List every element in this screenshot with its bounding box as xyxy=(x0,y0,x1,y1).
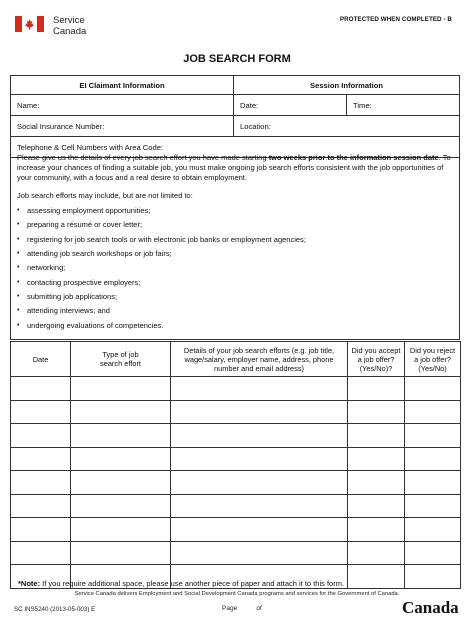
bullet-icon: • xyxy=(17,235,20,243)
page-indicator xyxy=(222,605,262,612)
reject-cell[interactable] xyxy=(405,377,461,401)
table-row xyxy=(11,471,461,495)
brand-line-2: Canada xyxy=(53,26,87,37)
details-cell[interactable] xyxy=(171,377,348,401)
name-label: Name: xyxy=(17,100,40,110)
effort-list-item xyxy=(17,304,453,318)
date-cell[interactable] xyxy=(11,377,71,401)
effort-list-item xyxy=(17,218,453,232)
intro-text: Please give us the details of every job search effort you have made starting xyxy=(17,153,267,162)
effort-list-item xyxy=(17,261,453,275)
log-body xyxy=(11,377,461,589)
instructions-box xyxy=(10,153,460,340)
info-header-row xyxy=(11,76,459,95)
details-cell[interactable] xyxy=(171,447,348,471)
type-cell[interactable] xyxy=(71,494,171,518)
date-cell[interactable] xyxy=(11,424,71,448)
service-statement: Service Canada delivers Employment and Social Development Canada programs and services for the Government of Canada. xyxy=(74,591,400,597)
time-label: Time: xyxy=(353,100,372,110)
reject-cell[interactable] xyxy=(405,494,461,518)
info-table xyxy=(10,75,460,158)
reject-cell[interactable] xyxy=(405,400,461,424)
accept-cell[interactable] xyxy=(348,541,405,565)
page-label: Page xyxy=(222,605,238,612)
effort-item-text: preparing a résumé or cover letter; xyxy=(27,220,143,230)
effort-item-text: attending job search workshops or job fairs; xyxy=(27,249,172,259)
date-cell[interactable] xyxy=(11,471,71,495)
job-search-log-table xyxy=(10,341,461,589)
location-field[interactable] xyxy=(234,116,459,136)
date-cell[interactable] xyxy=(11,447,71,471)
instructions-intro xyxy=(17,153,453,183)
reject-cell[interactable] xyxy=(405,424,461,448)
effort-item-text: networking; xyxy=(27,263,66,273)
effort-list-item xyxy=(17,233,453,247)
bullet-icon: • xyxy=(17,278,20,286)
reject-cell[interactable] xyxy=(405,471,461,495)
bullet-icon: • xyxy=(17,250,20,258)
additional-space-note xyxy=(18,579,344,588)
effort-list-item xyxy=(17,204,453,218)
effort-item-text: assessing employment opportunities; xyxy=(27,206,151,216)
effort-list xyxy=(17,204,453,333)
table-row xyxy=(11,400,461,424)
canada-flag-icon xyxy=(15,16,44,32)
type-cell[interactable] xyxy=(71,377,171,401)
time-field[interactable] xyxy=(347,95,459,115)
form-title: JOB SEARCH FORM xyxy=(183,53,291,65)
name-row xyxy=(11,95,459,116)
protected-label: PROTECTED WHEN COMPLETED - B xyxy=(339,16,452,23)
date-cell[interactable] xyxy=(11,400,71,424)
brand-line-1: Service xyxy=(53,15,85,26)
table-row xyxy=(11,424,461,448)
type-cell[interactable] xyxy=(71,518,171,542)
bullet-icon: • xyxy=(17,292,20,300)
effort-list-item xyxy=(17,247,453,261)
accept-cell[interactable] xyxy=(348,565,405,589)
table-row xyxy=(11,447,461,471)
note-text: If you require additional space, please use another piece of paper and attach it to this form. xyxy=(40,579,345,588)
accept-cell[interactable] xyxy=(348,518,405,542)
accept-cell[interactable] xyxy=(348,377,405,401)
effort-list-item xyxy=(17,275,453,289)
date-cell[interactable] xyxy=(11,494,71,518)
claimant-header: EI Claimant Information xyxy=(11,76,234,94)
service-canada-brand xyxy=(53,15,86,37)
col-details-header: Details of your job search efforts (e.g. job title, wage/salary, employer name, address, phone number and email address) xyxy=(171,342,348,377)
accept-cell[interactable] xyxy=(348,424,405,448)
type-cell[interactable] xyxy=(71,447,171,471)
location-label: Location: xyxy=(240,121,271,131)
details-cell[interactable] xyxy=(171,400,348,424)
details-cell[interactable] xyxy=(171,494,348,518)
effort-list-item xyxy=(17,318,453,332)
col-type-header: Type of job search effort xyxy=(71,342,171,377)
details-cell[interactable] xyxy=(171,424,348,448)
sin-row xyxy=(11,116,459,137)
name-field[interactable] xyxy=(11,95,234,115)
form-code: SC INS5240 (2013-05-003) E xyxy=(14,606,96,613)
effort-item-text: submitting job applications; xyxy=(27,291,118,301)
table-row xyxy=(11,541,461,565)
canada-wordmark xyxy=(402,598,459,618)
sin-label: Social Insurance Number: xyxy=(17,121,105,131)
intro-bold-text: two weeks prior to the information session date xyxy=(268,153,439,162)
details-cell[interactable] xyxy=(171,518,348,542)
accept-cell[interactable] xyxy=(348,400,405,424)
reject-cell[interactable] xyxy=(405,518,461,542)
date-label: Date: xyxy=(240,100,259,110)
reject-cell[interactable] xyxy=(405,565,461,589)
table-row xyxy=(11,494,461,518)
bullet-icon: • xyxy=(17,307,20,315)
intro-text-end: . To increase your chances of finding a suitable job, you must make ongoing job search efforts consistent with the job opportunities of your community, with a focus and a real desire to obtain employment. xyxy=(17,153,451,182)
reject-cell[interactable] xyxy=(405,541,461,565)
date-cell[interactable] xyxy=(11,541,71,565)
accept-cell[interactable] xyxy=(348,447,405,471)
date-cell[interactable] xyxy=(11,518,71,542)
bullet-icon: • xyxy=(17,221,20,229)
effort-list-item xyxy=(17,290,453,304)
col-accept-header: Did you accept a job offer? (Yes/No)? xyxy=(348,342,405,377)
session-header: Session Information xyxy=(310,80,383,90)
bullet-icon: • xyxy=(17,207,20,215)
effort-item-text: contacting prospective employers; xyxy=(27,277,141,287)
table-row xyxy=(11,518,461,542)
details-cell[interactable] xyxy=(171,471,348,495)
list-heading: Job search efforts may include, but are not limited to: xyxy=(17,191,193,200)
type-cell[interactable] xyxy=(71,400,171,424)
sin-field[interactable] xyxy=(11,116,234,136)
details-cell[interactable] xyxy=(171,541,348,565)
phone-label: Telephone & Cell Numbers with Area Code: xyxy=(17,142,164,152)
effort-item-text: attending interviews; and xyxy=(27,306,110,316)
col-date-header: Date xyxy=(11,342,71,377)
accept-cell[interactable] xyxy=(348,471,405,495)
canada-wordmark-text: Canada xyxy=(402,598,459,617)
table-row xyxy=(11,377,461,401)
note-label: *Note: xyxy=(18,579,41,588)
accept-cell[interactable] xyxy=(348,494,405,518)
effort-item-text: undergoing evaluations of competencies. xyxy=(27,320,164,330)
reject-cell[interactable] xyxy=(405,447,461,471)
type-cell[interactable] xyxy=(71,424,171,448)
effort-item-text: registering for job search tools or with electronic job banks or employment agencies; xyxy=(27,234,306,244)
col-reject-header: Did you reject a job offer? (Yes/No) xyxy=(405,342,461,377)
bullet-icon: • xyxy=(17,264,20,272)
type-cell[interactable] xyxy=(71,471,171,495)
of-label: of xyxy=(256,605,262,612)
bullet-icon: • xyxy=(17,321,20,329)
type-cell[interactable] xyxy=(71,541,171,565)
log-header-row xyxy=(11,342,461,377)
date-field[interactable] xyxy=(234,95,347,115)
